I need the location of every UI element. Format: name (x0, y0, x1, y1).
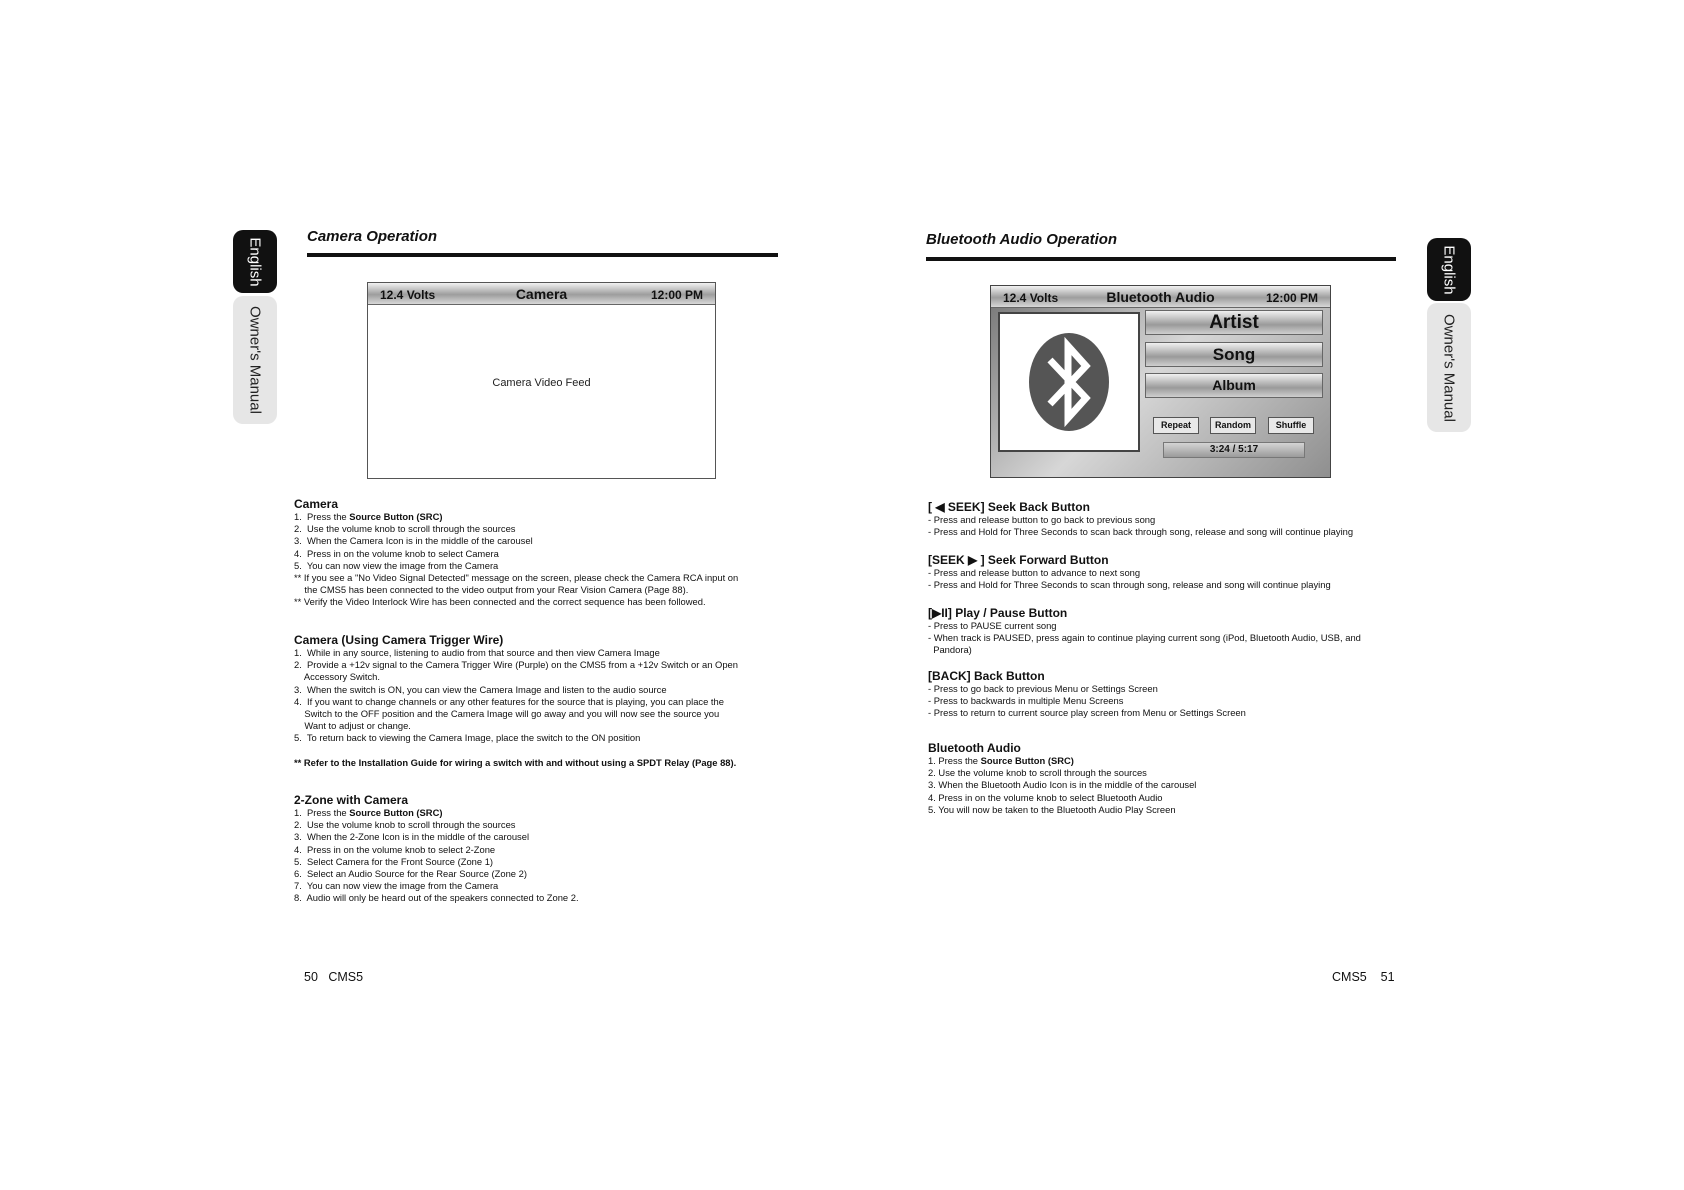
seek-back-heading: [ ◀ SEEK] Seek Back Button (928, 500, 1090, 514)
clock-readout: 12:00 PM (1265, 291, 1318, 305)
camera-section (294, 497, 794, 609)
model-name: CMS5 (1332, 970, 1367, 984)
camera-heading: Camera (294, 497, 339, 511)
list-item: - Press to PAUSE current song (928, 620, 1057, 631)
track-progress: 3:24 / 5:17 (1163, 442, 1305, 458)
english-tab-label: English (246, 236, 264, 287)
list-item: 8. Audio will only be heard out of the speakers connected to Zone 2. (294, 892, 579, 904)
owners-manual-tab-label: Owner's Manual (246, 306, 264, 414)
list-item: 2. Use the volume knob to scroll through the sources (928, 767, 1147, 779)
screen-title: Camera (515, 286, 568, 302)
list-item: 4. Press in on the volume knob to select 2-Zone (294, 843, 496, 855)
list-item: - Press to backwards in multiple Menu Screens (928, 695, 1124, 707)
two-zone-section (294, 793, 794, 905)
source-button-ref: Source Button (SRC) (980, 755, 1074, 766)
list-item: - Press and Hold for Three Seconds to scan back through song, release and song will continue playing (928, 526, 1354, 538)
bluetooth-screen-mockup (990, 285, 1331, 478)
list-item: 3. When the switch is ON, you can view the Camera Image and listen to the audio source (294, 683, 667, 695)
back-button-section (928, 669, 1428, 720)
list-item: - Press to go back to previous Menu or Settings Screen (928, 683, 1158, 694)
shuffle-button[interactable]: Shuffle (1268, 417, 1314, 434)
page-title: Bluetooth Audio Operation (926, 231, 1118, 248)
list-item: 4. Press in on the volume knob to select Camera (294, 547, 499, 559)
page-number: 50 (304, 970, 318, 984)
bluetooth-audio-section (928, 741, 1428, 816)
list-item: - Press and release button to advance to next song (928, 567, 1141, 578)
seek-back-section (928, 500, 1428, 538)
list-item: 4. If you want to change channels or any other features for the source that is playing, you can place the (294, 695, 724, 707)
clock-readout: 12:00 PM (650, 288, 703, 302)
album-art (998, 312, 1140, 452)
screen-title: Bluetooth Audio (1106, 289, 1215, 305)
list-item: 5. To return back to viewing the Camera Image, place the switch to the ON position (294, 732, 641, 744)
play-pause-heading: [▶II] Play / Pause Button (928, 606, 1068, 620)
seek-forward-section (928, 553, 1428, 591)
english-tab-label: English (1440, 244, 1458, 295)
owners-manual-tab (233, 296, 277, 424)
right-footer (1332, 970, 1395, 984)
bluetooth-icon (1000, 314, 1138, 450)
source-button-ref: Source Button (SRC) (349, 807, 443, 818)
list-item: - When track is PAUSED, press again to continue playing current song (iPod, Bluetooth Audio, USB, and (928, 632, 1361, 644)
screen-status-bar (991, 286, 1330, 308)
english-tab (1427, 238, 1471, 301)
source-button-ref: Source Button (SRC) (349, 511, 443, 522)
list-item: - Press and release button to go back to previous song (928, 514, 1156, 525)
list-item: 6. Select an Audio Source for the Rear Source (Zone 2) (294, 868, 527, 880)
page-number: 51 (1380, 970, 1395, 984)
list-item: 5. You can now view the image from the Camera (294, 559, 499, 571)
left-footer (304, 970, 363, 984)
back-button-heading: [BACK] Back Button (928, 669, 1045, 683)
note-line: the CMS5 has been connected to the video output from your Rear Vision Camera (Page 88). (294, 584, 689, 596)
list-item: 2. Use the volume knob to scroll through the sources (294, 523, 516, 535)
list-item: 5. You will now be taken to the Bluetooth Audio Play Screen (928, 803, 1176, 815)
list-item: 1. Press the Source Button (SRC) (928, 755, 1074, 766)
note-line: ** If you see a "No Video Signal Detected" message on the screen, please check the Camera RCA input on (294, 572, 739, 584)
list-item: 3. When the Camera Icon is in the middle of the carousel (294, 535, 533, 547)
screen-status-bar (368, 283, 715, 305)
camera-screen-mockup (367, 282, 716, 479)
list-item: 2. Provide a +12v signal to the Camera Trigger Wire (Purple) on the CMS5 from a +12v Switch or an Open (294, 659, 738, 671)
list-item: 1. Press the Source Button (SRC) (294, 807, 443, 818)
note-line: ** Verify the Video Interlock Wire has been connected and the correct sequence has been followed. (294, 596, 706, 608)
right-page (842, 0, 1684, 1190)
list-item: Pandora) (928, 644, 972, 656)
list-item: 5. Select Camera for the Front Source (Zone 1) (294, 855, 494, 867)
english-tab (233, 230, 277, 293)
model-name: CMS5 (328, 970, 364, 984)
list-item: 1. While in any source, listening to audio from that source and then view Camera Image (294, 647, 660, 658)
list-item: Accessory Switch. (294, 671, 380, 683)
list-item: 7. You can now view the image from the Camera (294, 880, 499, 892)
list-item: Want to adjust or change. (294, 720, 411, 732)
seek-forward-heading: [SEEK ▶ ] Seek Forward Button (928, 553, 1109, 567)
voltage-readout: 12.4 Volts (380, 288, 436, 302)
list-item: Switch to the OFF position and the Camera Image will go away and you will now see the source you (294, 708, 720, 720)
title-divider (926, 257, 1396, 261)
owners-manual-tab-label: Owner's Manual (1440, 313, 1458, 422)
bluetooth-audio-heading: Bluetooth Audio (928, 741, 1021, 755)
list-item: 3. When the 2-Zone Icon is in the middle of the carousel (294, 831, 530, 843)
trigger-wire-section (294, 633, 794, 769)
relay-note: ** Refer to the Installation Guide for wiring a switch with and without using a SPDT Relay (Page 88). (294, 756, 737, 768)
list-item: 2. Use the volume knob to scroll through the sources (294, 819, 516, 831)
player-area (991, 308, 1330, 477)
owners-manual-tab (1427, 303, 1471, 432)
random-button[interactable]: Random (1210, 417, 1256, 434)
list-item: 1. Press the Source Button (SRC) (294, 511, 443, 522)
list-item: 3. When the Bluetooth Audio Icon is in the middle of the carousel (928, 779, 1197, 791)
page-title: Camera Operation (307, 228, 438, 245)
voltage-readout: 12.4 Volts (1003, 291, 1059, 305)
trigger-heading: Camera (Using Camera Trigger Wire) (294, 633, 504, 647)
list-item: - Press to return to current source play screen from Menu or Settings Screen (928, 707, 1246, 719)
album-field: Album (1145, 373, 1323, 398)
list-item: - Press and Hold for Three Seconds to scan through song, release and song will continue playing (928, 579, 1331, 591)
two-zone-heading: 2-Zone with Camera (294, 793, 409, 807)
list-item: 4. Press in on the volume knob to select Bluetooth Audio (928, 791, 1163, 803)
title-divider (307, 253, 778, 257)
artist-field: Artist (1145, 310, 1323, 335)
camera-feed-label: Camera Video Feed (492, 377, 591, 389)
play-pause-section (928, 606, 1428, 657)
repeat-button[interactable]: Repeat (1153, 417, 1199, 434)
song-field: Song (1145, 342, 1323, 367)
